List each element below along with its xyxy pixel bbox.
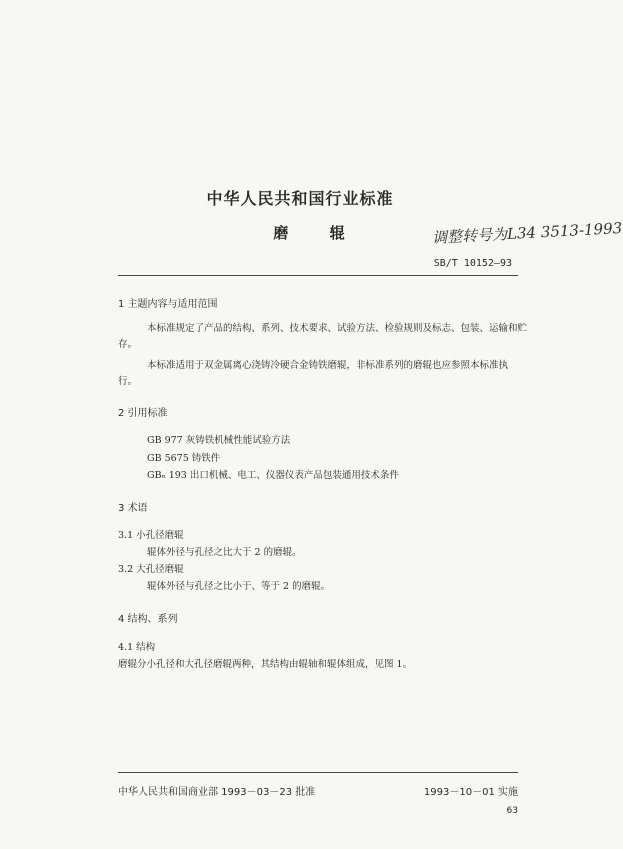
header-rule: [118, 275, 518, 276]
section-2-heading: 2 引用标准: [118, 408, 168, 419]
document-subtitle: 磨 辊: [273, 224, 363, 242]
section-4-heading: 4 结构、系列: [118, 614, 178, 625]
handwritten-note: 调整转号为L34 3513-1993: [431, 219, 623, 247]
page-number: 63: [506, 806, 518, 816]
term-3-2-definition: 辊体外径与孔径之比小于、等于 2 的磨辊。: [147, 581, 331, 592]
reference-item: GBₙ 193 出口机械、电工、仪器仪表产品包装通用技术条件: [147, 470, 399, 481]
term-3-2-heading: 3.2 大孔径磨辊: [118, 564, 184, 575]
term-3-1-definition: 辊体外径与孔径之比大于 2 的磨辊。: [147, 547, 302, 558]
reference-item: GB 5675 铸铁件: [147, 453, 221, 464]
section-1-para2-line1: 本标准适用于双金属离心浇铸冷硬合金铸铁磨辊，非标准系列的磨辊也应参照本标准执: [147, 360, 509, 371]
section-4-1-text: 磨辊分小孔径和大孔径磨辊两种，其结构由辊轴和辊体组成，见图 1。: [118, 659, 413, 670]
approval-line: 中华人民共和国商业部 1993－03－23 批准: [118, 787, 316, 798]
standard-number: SB/T 10152—93: [433, 258, 512, 269]
section-1-para2-line2: 行。: [118, 376, 138, 387]
section-4-1-heading: 4.1 结构: [118, 642, 156, 653]
section-1-para1-line2: 存。: [118, 339, 138, 350]
footer-rule: [118, 772, 518, 773]
section-3-heading: 3 术语: [118, 503, 148, 514]
implementation-date: 1993－10－01 实施: [423, 787, 518, 798]
reference-item: GB 977 灰铸铁机械性能试验方法: [147, 435, 291, 446]
section-1-para1-line1: 本标准规定了产品的结构、系列、技术要求、试验方法、检验规则及标志、包装、运输和贮: [147, 323, 528, 334]
term-3-1-heading: 3.1 小孔径磨辊: [118, 530, 184, 541]
section-1-heading: 1 主题内容与适用范围: [118, 299, 218, 310]
document-title: 中华人民共和国行业标准: [206, 189, 394, 208]
